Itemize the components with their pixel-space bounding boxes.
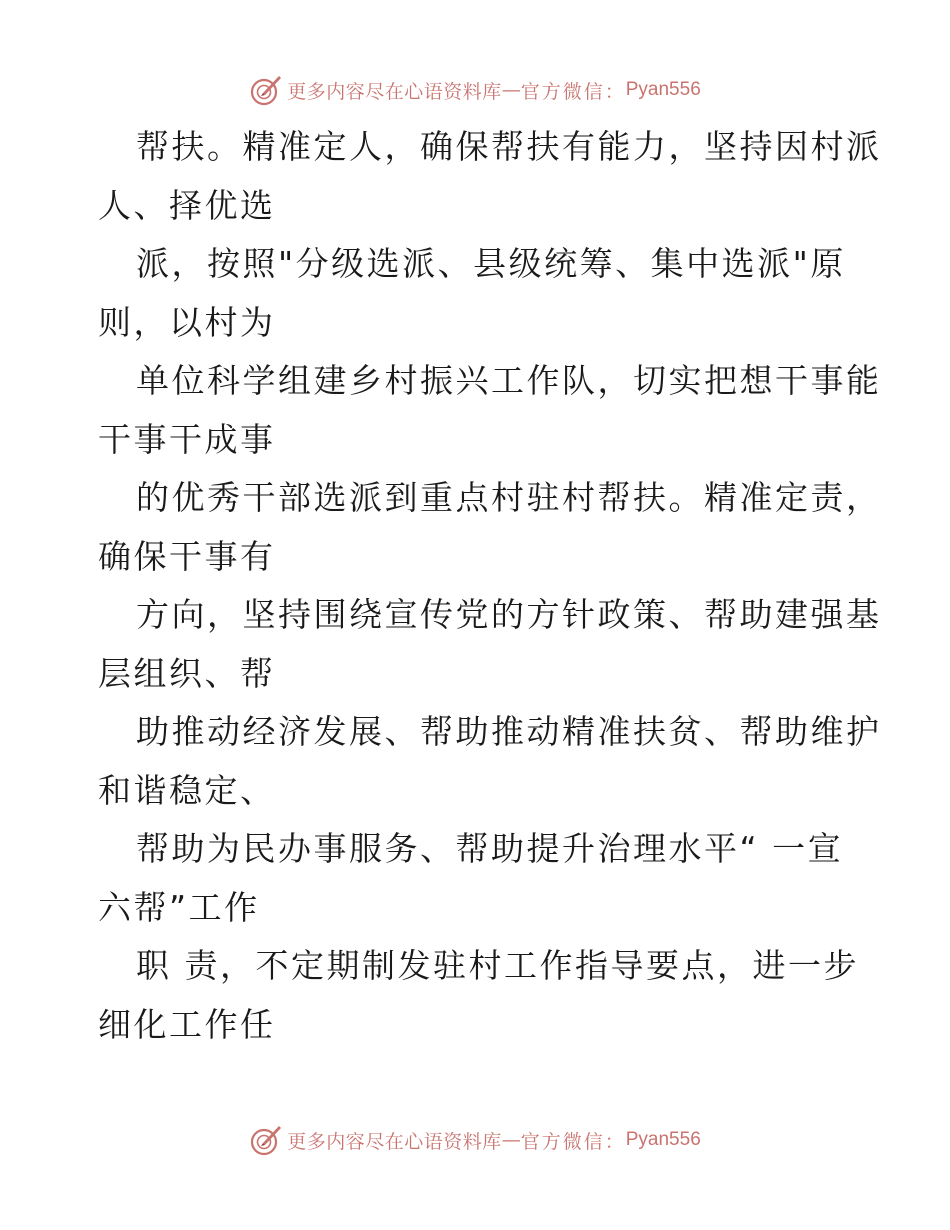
text-line: 和谐稳定、 [98,770,276,810]
text-line: 层组织、帮 [98,653,276,693]
watermark-separator: — [501,1129,521,1151]
text-line: 派，按照"分级选派、县级统筹、集中选派"原 [136,244,846,283]
text-line: 帮扶。精准定人，确保帮扶有能力，坚持因村派 [136,127,882,166]
watermark-brand: 官方微信： [520,1130,626,1153]
footer-watermark [0,1120,950,1160]
pen-logo-icon [249,73,283,107]
watermark-account: Pyan556 [625,79,701,100]
text-line: 方向，坚持围绕宣传党的方针政策、帮助建强基 [136,595,882,634]
watermark-brand: 官方微信： [520,80,626,103]
header-watermark [0,70,950,110]
text-line: 的优秀干部选派到重点村驻村帮扶。精准定责， [136,478,882,517]
text-line: 帮助为民办事服务、帮助提升治理水平“ 一宣 [136,829,844,868]
watermark-separator: — [501,79,521,101]
pen-logo-icon [249,1123,283,1157]
text-line: 人、择优选 [98,185,276,225]
text-line: 则，以村为 [98,302,276,342]
text-line: 确保干事有 [98,536,276,576]
text-line: 助推动经济发展、帮助推动精准扶贫、帮助维护 [136,712,882,751]
text-line: 干事干成事 [98,419,276,459]
watermark-account: Pyan556 [625,1129,701,1150]
text-line: 单位科学组建乡村振兴工作队，切实把想干事能 [136,361,882,400]
watermark-text: 更多内容尽在心语资料库 [287,1130,502,1153]
document-body [98,118,882,1054]
text-line: 细化工作任 [98,1004,276,1044]
text-line: 职 责，不定期制发驻村工作指导要点，进一步 [136,946,859,985]
watermark-text: 更多内容尽在心语资料库 [287,80,502,103]
text-line: 六帮”工作 [98,887,260,927]
